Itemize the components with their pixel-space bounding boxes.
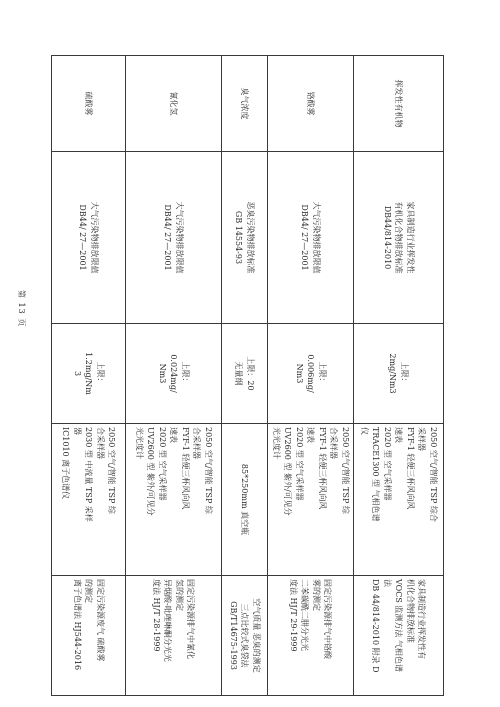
standard-cell (222, 152, 268, 324)
standard-line: DB44/ 27—2001 (300, 204, 310, 271)
instrument-line: 速表 (306, 427, 316, 443)
pollutant-cell (222, 56, 268, 152)
standard-line: DB44/ 27—2001 (78, 204, 88, 271)
method-line: 度法 HJ/T 28-1999 (152, 579, 161, 652)
instrument-line: 光光度计 (134, 427, 144, 459)
method-line: 三点比较式臭袋法 (240, 603, 250, 668)
instrument-line: 速表 (169, 427, 179, 443)
method-line: 法 (382, 579, 392, 587)
instrument-line: 2050 空气/智能 TSP 综 (203, 427, 213, 514)
method-cell (268, 576, 354, 696)
method-line: 度法 HJ/T 29-1999 (289, 579, 298, 652)
method-line: 的测定 (84, 579, 94, 603)
pollutant-cell (52, 56, 126, 152)
standard-cell (52, 152, 126, 324)
pollutant-cell (268, 56, 354, 152)
limit-line: Nm3 (157, 363, 167, 384)
method-line: 二苯碳酰二肼分光光 (300, 579, 310, 651)
method-line: 固定污染源排气中铬酸 (323, 579, 333, 659)
table-row (52, 56, 126, 696)
instrument-cell (126, 424, 222, 576)
standard-line: 大气污染物排放限值 (175, 201, 184, 274)
pollutant-name: 铬酸雾 (306, 91, 316, 116)
limit-cell (126, 324, 222, 424)
instrument-line: FYF-1 轻便三杯风向风 (180, 427, 190, 510)
table-row (222, 56, 268, 696)
method-cell (126, 576, 222, 696)
instrument-line: 2050 空气/智能 TSP 综 (107, 427, 117, 514)
instrument-line: UV2600 型 紫外/可见分 (146, 427, 156, 516)
standard-line: 大气污染物排放限值 (90, 201, 99, 274)
method-cell (52, 576, 126, 696)
limit-line: 2mg/Nm3 (388, 353, 398, 394)
pollutant-name: 氰化氢 (169, 91, 179, 116)
instrument-line: 2020 型 空气采样器 (294, 427, 304, 501)
instrument-line: 2050 空气/智能 TSP 综合 (428, 427, 438, 522)
standard-line: 大气污染物排放限值 (312, 201, 321, 274)
instrument-line: 速表 (394, 427, 404, 443)
limit-line: 0.024mg/ (169, 354, 179, 393)
instrument-line: 合采样器 (192, 427, 202, 459)
standard-line: GB 14554-93 (234, 210, 244, 265)
instrument-line: 合采样器 (329, 427, 339, 459)
method-line: 机化合物排放标准 (405, 579, 415, 643)
pollutant-name: 挥发性有机物 (394, 79, 404, 128)
instrument-line: 2020 型 空气采样器 (157, 427, 167, 501)
limit-line: 上限： (400, 361, 409, 386)
instrument-line: TRACE1300 型 气相色谱 (371, 427, 381, 522)
pollutant-cell (354, 56, 444, 152)
limit-line: 1.2mg/Nm (84, 352, 94, 395)
instrument-line: 光光度计 (271, 427, 281, 459)
standard-cell (268, 152, 354, 324)
limit-line: Nm3 (294, 363, 304, 384)
monitoring-methods-table (51, 55, 444, 696)
instrument-cell (354, 424, 444, 576)
method-line: 空气质量 恶臭的测定 (251, 598, 261, 673)
instrument-line: UV2600 型 紫外/可见分 (283, 427, 293, 516)
standard-line: 恶臭污染物排放标准 (246, 201, 255, 274)
instrument-line: FYF-1 轻便三杯风向风 (317, 427, 327, 510)
standard-line: DB44/ 27—2001 (163, 204, 173, 271)
instrument-line: FYF-1 轻便三杯风向风 (405, 427, 415, 510)
method-line: 异烟酸-吡唑啉酮分光光 (163, 579, 173, 662)
pollutant-cell (126, 56, 222, 152)
method-line: VOCS 监测方法 气相色谱 (394, 579, 404, 672)
standard-line: DB44/814-2010 (382, 205, 392, 270)
limit-line: 上限： (317, 361, 327, 386)
limit-cell (52, 324, 126, 424)
standard-cell (354, 152, 444, 324)
method-line: 氢的测定 (175, 579, 184, 611)
method-line: 离子色谱法 HJ544-2016 (72, 579, 82, 671)
instrument-line: IC1010 离子色谱仪 (61, 427, 71, 500)
limit-line: 上限： (95, 361, 105, 386)
instrument-line: 2020 型 空气采样器 (382, 427, 392, 501)
table-row (354, 56, 444, 696)
standard-line: 有机化合物排放标准 (394, 201, 404, 274)
method-line: 固定污染源排气中氰化 (186, 579, 196, 659)
limit-line: 0.006mg/ (306, 354, 316, 393)
table-row (126, 56, 222, 696)
instrument-line: 2050 空气/智能 TSP 综 (340, 427, 350, 514)
pollutant-name: 硫酸雾 (84, 91, 94, 116)
instrument-line: 合采样器 (95, 427, 105, 459)
instrument-line: 采样器 (417, 427, 427, 451)
method-line: 固定污染源废气 硫酸雾 (95, 579, 105, 662)
instrument-line: 85*250mm 真空瓶 (240, 463, 250, 536)
instrument-line: 仪 (359, 427, 369, 435)
limit-line: 3 (72, 370, 82, 377)
method-line: GB/T14675-1993 (228, 601, 238, 670)
instrument-cell (268, 424, 354, 576)
instrument-line: 2030 型 中流量 TSP 采样 (84, 427, 94, 522)
instrument-cell (222, 424, 268, 576)
method-cell (354, 576, 444, 696)
limit-line: 上限：20 (246, 356, 255, 391)
instrument-line: 器 (72, 427, 82, 435)
limit-cell (354, 324, 444, 424)
page-number: 第 13 页 (17, 290, 26, 328)
limit-cell (222, 324, 268, 424)
limit-line: 无量纲 (234, 361, 244, 386)
pollutant-name: 臭气浓度 (240, 87, 250, 120)
limit-line: 上限： (180, 361, 190, 386)
method-line: DB 44/814-2010 附录 D (371, 579, 381, 673)
standard-line: 家具制造行业挥发性 (405, 201, 415, 274)
instrument-cell (52, 424, 126, 576)
method-cell (222, 576, 268, 696)
limit-cell (268, 324, 354, 424)
method-line: 雾的测定 (312, 579, 321, 611)
table-row (268, 56, 354, 696)
standard-cell (126, 152, 222, 324)
method-line: 家具制造行业挥发性有 (417, 579, 427, 659)
